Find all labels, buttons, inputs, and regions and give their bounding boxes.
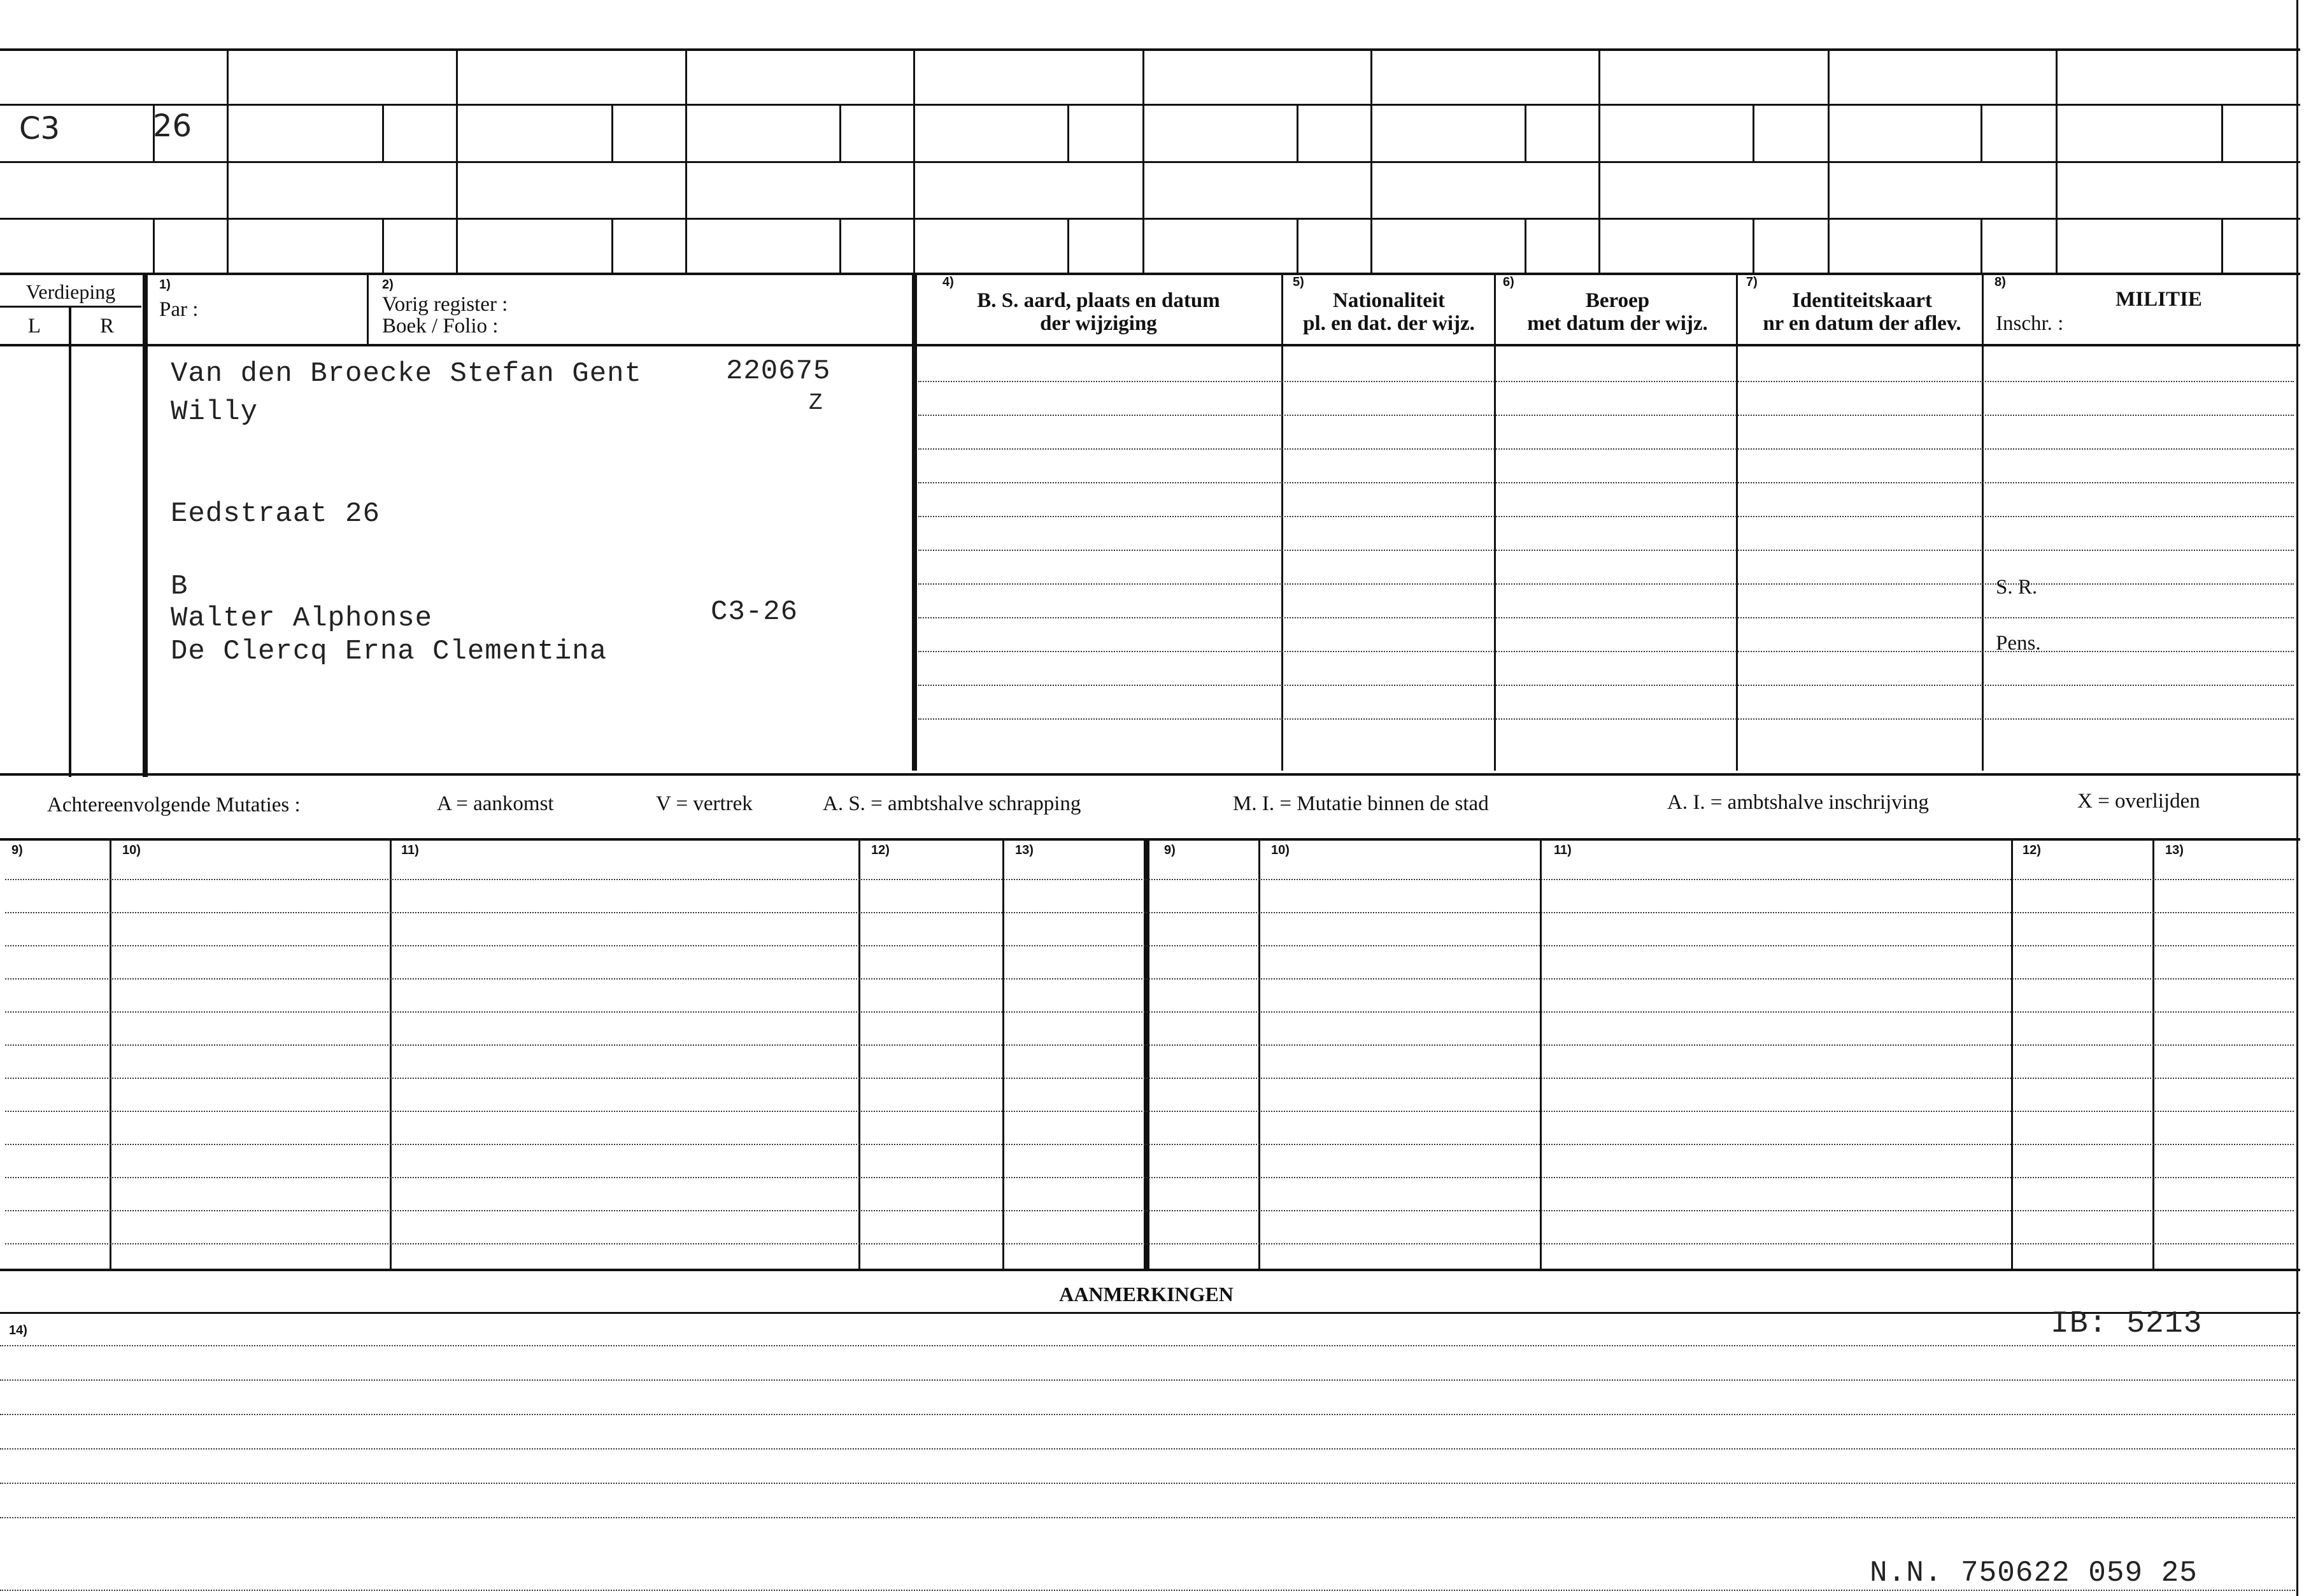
ruled-line <box>0 1483 2295 1484</box>
column-number: 11) <box>401 843 419 857</box>
grid-line <box>2152 838 2154 1269</box>
grid-line <box>611 104 613 161</box>
civil-status-header: B. S. aard, plaats en datum <box>977 289 1220 312</box>
field-number-4: 4) <box>942 275 954 289</box>
grid-line <box>2221 218 2223 273</box>
grid-line <box>143 273 148 777</box>
field-number-5: 5) <box>1293 275 1304 289</box>
person-father: Walter Alphonse <box>171 602 433 634</box>
ib-number: IB: 5213 <box>2051 1307 2203 1341</box>
section-line <box>0 838 2300 841</box>
id-card-header-2: nr en datum der aflev. <box>1763 312 1961 335</box>
section-line <box>0 1269 2300 1271</box>
person-reference: C3-26 <box>711 596 799 628</box>
grid-line <box>2056 48 2058 273</box>
grid-line <box>456 48 458 273</box>
ruled-line <box>918 516 2294 517</box>
column-number: 13) <box>1015 843 1034 857</box>
grid-line <box>153 218 155 273</box>
grid-line <box>69 306 71 777</box>
right-label: R <box>99 315 114 338</box>
column-number: 9) <box>1164 843 1176 857</box>
field-number-14: 14) <box>9 1323 27 1337</box>
grid-line <box>227 48 229 273</box>
ruled-line <box>918 381 2294 382</box>
par-label: Par : <box>159 298 199 321</box>
ruled-line <box>5 1111 2294 1112</box>
grid-line <box>858 838 860 1269</box>
grid-line <box>1258 838 1260 1269</box>
grid-line <box>1067 218 1069 273</box>
ruled-line <box>918 550 2294 551</box>
ruled-line <box>918 448 2294 450</box>
book-folio-label: Boek / Folio : <box>382 315 499 338</box>
ruled-line <box>5 978 2294 980</box>
civil-status-header-2: der wijziging <box>1040 312 1157 335</box>
grid-line <box>382 218 384 273</box>
field-number-2: 2) <box>382 278 394 292</box>
grid-line <box>1297 104 1298 161</box>
person-birth-code: 220675 <box>726 355 831 387</box>
field-number-7: 7) <box>1746 275 1758 289</box>
id-card-header: Identiteitskaart <box>1792 289 1932 312</box>
grid-line <box>839 104 841 161</box>
grid-line <box>1736 273 1738 771</box>
field-number-1: 1) <box>159 278 171 292</box>
column-number: 11) <box>1554 843 1572 857</box>
house-code: 26 <box>153 108 192 144</box>
grid-line <box>367 273 369 344</box>
ruled-line <box>0 1517 2295 1518</box>
ruled-line <box>918 685 2294 686</box>
column-number: 10) <box>1271 843 1290 857</box>
person-name: Van den Broecke Stefan Gent <box>171 358 642 390</box>
ruled-line <box>0 1345 2295 1346</box>
ruled-line <box>5 1078 2294 1079</box>
profession-header-2: met datum der wijz. <box>1527 312 1708 335</box>
ruled-line <box>5 1243 2294 1244</box>
previous-register-label: Vorig register : <box>382 293 508 316</box>
field-number-6: 6) <box>1503 275 1514 289</box>
ruled-line <box>0 1414 2295 1415</box>
grid-line <box>0 104 2300 106</box>
ruled-line <box>5 945 2294 946</box>
ruled-line <box>5 912 2294 913</box>
national-number: N.N. 750622 059 25 <box>1870 1557 2198 1590</box>
ruled-line <box>5 1011 2294 1013</box>
grid-line <box>1598 48 1600 273</box>
legend-death: X = overlijden <box>2077 790 2200 813</box>
header-bottom-line <box>0 344 2300 346</box>
person-status: B <box>171 571 188 602</box>
profession-header: Beroep <box>1585 289 1650 312</box>
militia-pens-label: Pens. <box>1996 632 2041 655</box>
field-number-8: 8) <box>1995 275 2006 289</box>
column-number: 12) <box>871 843 890 857</box>
person-first-name-2: Willy <box>171 396 259 428</box>
ruled-line <box>918 651 2294 652</box>
legend-ex-officio-registration: A. I. = ambtshalve inschrijving <box>1667 791 1929 814</box>
person-address: Eedstraat 26 <box>171 498 380 530</box>
grid-line <box>1525 218 1526 273</box>
ruled-line <box>918 482 2294 483</box>
mutations-legend-title: Achtereenvolgende Mutaties : <box>47 794 301 816</box>
grid-line <box>1297 218 1298 273</box>
column-number: 10) <box>122 843 141 857</box>
ruled-line <box>5 1210 2294 1211</box>
grid-line <box>913 48 915 273</box>
person-sex: Z <box>809 390 823 416</box>
grid-line <box>1540 838 1542 1269</box>
ruled-line <box>0 1379 2295 1381</box>
grid-line <box>611 218 613 273</box>
ruled-line <box>5 1044 2294 1046</box>
grid-line <box>2221 104 2223 161</box>
militia-sr-label: S. R. <box>1996 576 2038 599</box>
grid-line <box>1281 273 1283 771</box>
grid-line <box>1753 218 1754 273</box>
legend-arrival: A = aankomst <box>437 792 554 815</box>
grid-line <box>0 273 2300 275</box>
ruled-line <box>918 415 2294 416</box>
grid-line <box>1142 48 1144 273</box>
grid-line <box>0 161 2300 163</box>
ruled-line <box>918 617 2294 618</box>
top-border-line <box>0 48 2300 51</box>
ruled-line <box>918 583 2294 585</box>
column-number: 9) <box>11 843 23 857</box>
grid-line <box>1494 273 1496 771</box>
grid-line <box>1753 104 1754 161</box>
grid-line <box>110 838 111 1269</box>
ruled-line <box>0 1590 2295 1591</box>
left-label: L <box>27 315 41 338</box>
militia-enrolled-label: Inschr. : <box>1996 312 2064 335</box>
ruled-line <box>5 1144 2294 1145</box>
grid-line <box>2296 0 2298 1596</box>
grid-line <box>839 218 841 273</box>
center-divider <box>1144 838 1149 1269</box>
remarks-title: AANMERKINGEN <box>1059 1283 1234 1306</box>
grid-line <box>1982 273 1984 771</box>
nationality-header: Nationaliteit <box>1333 289 1445 312</box>
grid-line <box>1002 838 1004 1269</box>
ruled-line <box>5 879 2294 880</box>
column-number: 12) <box>2023 843 2041 857</box>
grid-line <box>1980 218 1982 273</box>
grid-line <box>685 48 687 273</box>
grid-line <box>390 838 392 1269</box>
person-mother: De Clercq Erna Clementina <box>171 636 608 667</box>
grid-line <box>2011 838 2013 1269</box>
column-number: 13) <box>2165 843 2184 857</box>
grid-line <box>382 104 384 161</box>
ruled-line <box>5 1177 2294 1178</box>
grid-line <box>912 273 917 771</box>
grid-line <box>0 218 2300 220</box>
nationality-header-2: pl. en dat. der wijz. <box>1303 312 1475 335</box>
grid-line <box>1525 104 1526 161</box>
ruled-line <box>918 718 2294 720</box>
ruled-line <box>0 1448 2295 1450</box>
grid-line <box>1828 48 1830 273</box>
block-code: C3 <box>19 111 60 146</box>
section-line <box>0 773 2300 776</box>
militia-header: MILITIE <box>2116 288 2202 311</box>
legend-internal-mutation: M. I. = Mutatie binnen de stad <box>1233 792 1489 815</box>
grid-line <box>1370 48 1372 273</box>
legend-ex-officio-removal: A. S. = ambtshalve schrapping <box>823 792 1081 815</box>
verdieping-label: Verdieping <box>25 280 116 303</box>
legend-departure: V = vertrek <box>656 792 753 815</box>
grid-line <box>1980 104 1982 161</box>
section-line <box>0 1312 2300 1314</box>
grid-line <box>1067 104 1069 161</box>
